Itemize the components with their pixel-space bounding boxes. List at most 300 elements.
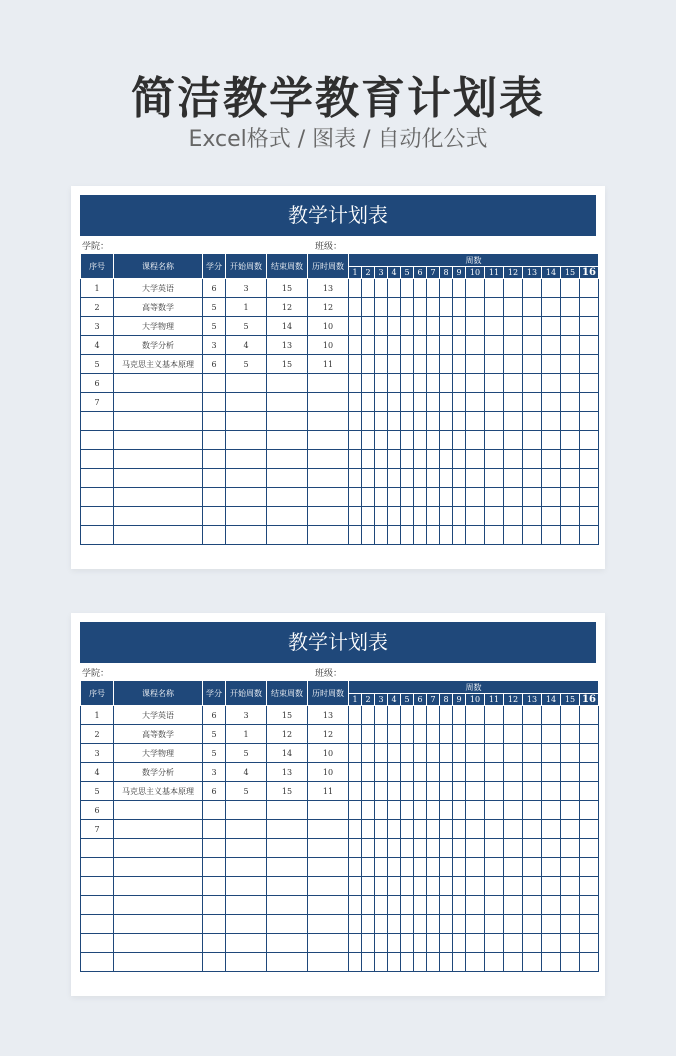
week-cell[interactable] [440, 725, 453, 744]
week-cell[interactable] [401, 820, 414, 839]
table-cell[interactable]: 5 [203, 725, 226, 744]
week-cell[interactable] [504, 279, 523, 298]
week-cell[interactable] [414, 374, 427, 393]
week-cell[interactable] [561, 858, 580, 877]
week-cell[interactable] [362, 934, 375, 953]
week-cell[interactable] [466, 317, 485, 336]
table-cell[interactable]: 1 [226, 725, 267, 744]
week-cell[interactable] [504, 431, 523, 450]
week-cell[interactable] [504, 801, 523, 820]
table-cell[interactable]: 14 [267, 317, 308, 336]
week-cell[interactable] [542, 782, 561, 801]
week-cell[interactable] [375, 725, 388, 744]
week-cell[interactable] [561, 355, 580, 374]
week-cell[interactable] [388, 450, 401, 469]
week-cell[interactable] [388, 469, 401, 488]
week-cell[interactable] [453, 763, 466, 782]
table-cell[interactable]: 1 [81, 279, 114, 298]
week-cell[interactable] [375, 839, 388, 858]
week-cell[interactable] [453, 953, 466, 972]
table-cell[interactable]: 大学物理 [114, 744, 203, 763]
week-cell[interactable] [523, 782, 542, 801]
week-cell[interactable] [362, 336, 375, 355]
week-cell[interactable] [466, 744, 485, 763]
week-cell[interactable] [349, 469, 362, 488]
week-cell[interactable] [466, 763, 485, 782]
table-cell[interactable]: 15 [267, 355, 308, 374]
week-cell[interactable] [523, 355, 542, 374]
week-cell[interactable] [349, 355, 362, 374]
week-cell[interactable] [375, 412, 388, 431]
week-cell[interactable] [427, 507, 440, 526]
week-cell[interactable] [349, 877, 362, 896]
week-cell[interactable] [427, 526, 440, 545]
week-cell[interactable] [485, 706, 504, 725]
week-cell[interactable] [466, 431, 485, 450]
week-cell[interactable] [427, 706, 440, 725]
week-cell[interactable] [362, 820, 375, 839]
week-cell[interactable] [375, 355, 388, 374]
table-cell[interactable]: 6 [81, 374, 114, 393]
table-cell[interactable]: 6 [203, 706, 226, 725]
table-cell[interactable]: 10 [308, 763, 349, 782]
week-cell[interactable] [401, 782, 414, 801]
week-cell[interactable] [580, 953, 599, 972]
week-cell[interactable] [504, 298, 523, 317]
week-cell[interactable] [388, 526, 401, 545]
table-cell[interactable] [226, 915, 267, 934]
week-cell[interactable] [349, 412, 362, 431]
week-cell[interactable] [414, 469, 427, 488]
week-cell[interactable] [580, 355, 599, 374]
week-cell[interactable] [504, 725, 523, 744]
table-cell[interactable]: 13 [267, 336, 308, 355]
week-cell[interactable] [362, 877, 375, 896]
week-cell[interactable] [523, 706, 542, 725]
week-cell[interactable] [440, 469, 453, 488]
week-cell[interactable] [362, 355, 375, 374]
week-cell[interactable] [542, 507, 561, 526]
week-cell[interactable] [580, 450, 599, 469]
week-cell[interactable] [453, 820, 466, 839]
week-cell[interactable] [375, 915, 388, 934]
week-cell[interactable] [388, 279, 401, 298]
table-cell[interactable]: 数学分析 [114, 763, 203, 782]
week-cell[interactable] [466, 896, 485, 915]
table-cell[interactable] [203, 858, 226, 877]
week-cell[interactable] [362, 839, 375, 858]
week-cell[interactable] [388, 744, 401, 763]
week-cell[interactable] [401, 317, 414, 336]
week-cell[interactable] [580, 839, 599, 858]
table-cell[interactable]: 15 [267, 706, 308, 725]
table-cell[interactable] [267, 507, 308, 526]
week-cell[interactable] [453, 412, 466, 431]
table-cell[interactable] [308, 858, 349, 877]
week-cell[interactable] [561, 744, 580, 763]
week-cell[interactable] [453, 801, 466, 820]
week-cell[interactable] [362, 801, 375, 820]
table-cell[interactable] [267, 412, 308, 431]
table-cell[interactable] [226, 934, 267, 953]
week-cell[interactable] [440, 317, 453, 336]
week-cell[interactable] [485, 953, 504, 972]
week-cell[interactable] [440, 431, 453, 450]
week-cell[interactable] [401, 412, 414, 431]
week-cell[interactable] [580, 488, 599, 507]
week-cell[interactable] [485, 393, 504, 412]
week-cell[interactable] [580, 317, 599, 336]
week-cell[interactable] [414, 507, 427, 526]
week-cell[interactable] [349, 896, 362, 915]
table-cell[interactable]: 2 [81, 725, 114, 744]
table-cell[interactable] [226, 469, 267, 488]
table-cell[interactable] [226, 896, 267, 915]
week-cell[interactable] [388, 507, 401, 526]
table-cell[interactable]: 马克思主义基本原理 [114, 355, 203, 374]
week-cell[interactable] [427, 858, 440, 877]
week-cell[interactable] [401, 896, 414, 915]
week-cell[interactable] [561, 706, 580, 725]
table-cell[interactable] [81, 953, 114, 972]
week-cell[interactable] [523, 896, 542, 915]
week-cell[interactable] [414, 412, 427, 431]
week-cell[interactable] [542, 431, 561, 450]
week-cell[interactable] [349, 820, 362, 839]
week-cell[interactable] [427, 953, 440, 972]
table-cell[interactable]: 12 [308, 298, 349, 317]
week-cell[interactable] [466, 839, 485, 858]
week-cell[interactable] [542, 336, 561, 355]
week-cell[interactable] [504, 934, 523, 953]
table-cell[interactable] [267, 896, 308, 915]
week-cell[interactable] [504, 763, 523, 782]
week-cell[interactable] [485, 725, 504, 744]
week-cell[interactable] [485, 431, 504, 450]
table-cell[interactable] [308, 526, 349, 545]
week-cell[interactable] [504, 953, 523, 972]
week-cell[interactable] [440, 953, 453, 972]
week-cell[interactable] [580, 469, 599, 488]
week-cell[interactable] [466, 469, 485, 488]
table-cell[interactable] [226, 488, 267, 507]
week-cell[interactable] [375, 896, 388, 915]
week-cell[interactable] [388, 374, 401, 393]
week-cell[interactable] [440, 374, 453, 393]
table-cell[interactable] [81, 896, 114, 915]
week-cell[interactable] [440, 934, 453, 953]
table-cell[interactable] [81, 877, 114, 896]
table-cell[interactable] [81, 526, 114, 545]
week-cell[interactable] [466, 488, 485, 507]
week-cell[interactable] [542, 298, 561, 317]
table-cell[interactable]: 3 [81, 317, 114, 336]
week-cell[interactable] [523, 412, 542, 431]
week-cell[interactable] [504, 317, 523, 336]
week-cell[interactable] [580, 412, 599, 431]
table-cell[interactable] [308, 896, 349, 915]
week-cell[interactable] [401, 469, 414, 488]
table-cell[interactable]: 10 [308, 317, 349, 336]
table-cell[interactable]: 11 [308, 355, 349, 374]
week-cell[interactable] [440, 782, 453, 801]
table-cell[interactable]: 大学英语 [114, 279, 203, 298]
week-cell[interactable] [401, 526, 414, 545]
week-cell[interactable] [388, 915, 401, 934]
week-cell[interactable] [580, 279, 599, 298]
week-cell[interactable] [362, 488, 375, 507]
week-cell[interactable] [485, 915, 504, 934]
week-cell[interactable] [504, 507, 523, 526]
week-cell[interactable] [561, 934, 580, 953]
week-cell[interactable] [349, 317, 362, 336]
table-cell[interactable] [114, 469, 203, 488]
week-cell[interactable] [401, 877, 414, 896]
week-cell[interactable] [561, 915, 580, 934]
week-cell[interactable] [414, 279, 427, 298]
week-cell[interactable] [349, 915, 362, 934]
table-cell[interactable]: 13 [308, 706, 349, 725]
week-cell[interactable] [466, 915, 485, 934]
week-cell[interactable] [561, 488, 580, 507]
week-cell[interactable] [362, 393, 375, 412]
week-cell[interactable] [375, 393, 388, 412]
week-cell[interactable] [580, 706, 599, 725]
week-cell[interactable] [580, 915, 599, 934]
week-cell[interactable] [542, 877, 561, 896]
week-cell[interactable] [485, 507, 504, 526]
table-cell[interactable] [81, 858, 114, 877]
table-cell[interactable]: 数学分析 [114, 336, 203, 355]
week-cell[interactable] [349, 725, 362, 744]
week-cell[interactable] [453, 431, 466, 450]
table-cell[interactable] [114, 526, 203, 545]
week-cell[interactable] [485, 896, 504, 915]
week-cell[interactable] [453, 317, 466, 336]
week-cell[interactable] [388, 317, 401, 336]
week-cell[interactable] [561, 317, 580, 336]
week-cell[interactable] [561, 374, 580, 393]
week-cell[interactable] [349, 953, 362, 972]
week-cell[interactable] [523, 526, 542, 545]
week-cell[interactable] [414, 317, 427, 336]
week-cell[interactable] [414, 896, 427, 915]
table-cell[interactable]: 15 [267, 782, 308, 801]
week-cell[interactable] [388, 934, 401, 953]
week-cell[interactable] [504, 355, 523, 374]
week-cell[interactable] [414, 706, 427, 725]
week-cell[interactable] [466, 782, 485, 801]
week-cell[interactable] [561, 953, 580, 972]
week-cell[interactable] [580, 507, 599, 526]
week-cell[interactable] [523, 934, 542, 953]
week-cell[interactable] [362, 782, 375, 801]
week-cell[interactable] [427, 355, 440, 374]
week-cell[interactable] [561, 782, 580, 801]
week-cell[interactable] [375, 336, 388, 355]
week-cell[interactable] [362, 953, 375, 972]
table-cell[interactable]: 高等数学 [114, 298, 203, 317]
week-cell[interactable] [440, 336, 453, 355]
week-cell[interactable] [580, 820, 599, 839]
week-cell[interactable] [375, 782, 388, 801]
week-cell[interactable] [427, 317, 440, 336]
week-cell[interactable] [362, 526, 375, 545]
week-cell[interactable] [362, 744, 375, 763]
week-cell[interactable] [440, 706, 453, 725]
week-cell[interactable] [427, 298, 440, 317]
table-cell[interactable] [267, 877, 308, 896]
table-cell[interactable]: 13 [267, 763, 308, 782]
table-cell[interactable]: 7 [81, 820, 114, 839]
week-cell[interactable] [362, 896, 375, 915]
table-cell[interactable] [267, 393, 308, 412]
week-cell[interactable] [542, 412, 561, 431]
week-cell[interactable] [504, 336, 523, 355]
week-cell[interactable] [504, 374, 523, 393]
table-cell[interactable] [114, 431, 203, 450]
week-cell[interactable] [349, 488, 362, 507]
week-cell[interactable] [388, 412, 401, 431]
table-cell[interactable]: 13 [308, 279, 349, 298]
week-cell[interactable] [523, 858, 542, 877]
week-cell[interactable] [414, 858, 427, 877]
table-cell[interactable] [203, 953, 226, 972]
table-cell[interactable]: 2 [81, 298, 114, 317]
week-cell[interactable] [523, 915, 542, 934]
table-cell[interactable] [226, 450, 267, 469]
week-cell[interactable] [427, 374, 440, 393]
week-cell[interactable] [414, 915, 427, 934]
table-cell[interactable]: 12 [267, 298, 308, 317]
table-cell[interactable]: 4 [226, 336, 267, 355]
week-cell[interactable] [388, 858, 401, 877]
week-cell[interactable] [485, 820, 504, 839]
week-cell[interactable] [453, 782, 466, 801]
week-cell[interactable] [542, 393, 561, 412]
week-cell[interactable] [388, 763, 401, 782]
week-cell[interactable] [440, 355, 453, 374]
week-cell[interactable] [561, 336, 580, 355]
week-cell[interactable] [414, 934, 427, 953]
week-cell[interactable] [375, 763, 388, 782]
week-cell[interactable] [349, 507, 362, 526]
week-cell[interactable] [466, 934, 485, 953]
week-cell[interactable] [485, 469, 504, 488]
week-cell[interactable] [485, 488, 504, 507]
week-cell[interactable] [414, 744, 427, 763]
week-cell[interactable] [453, 374, 466, 393]
week-cell[interactable] [388, 877, 401, 896]
table-cell[interactable]: 3 [81, 744, 114, 763]
table-cell[interactable] [267, 526, 308, 545]
week-cell[interactable] [453, 355, 466, 374]
table-cell[interactable] [308, 915, 349, 934]
table-cell[interactable] [203, 839, 226, 858]
week-cell[interactable] [349, 934, 362, 953]
table-cell[interactable] [203, 896, 226, 915]
table-cell[interactable] [267, 374, 308, 393]
week-cell[interactable] [485, 317, 504, 336]
week-cell[interactable] [580, 782, 599, 801]
table-cell[interactable] [267, 953, 308, 972]
week-cell[interactable] [388, 298, 401, 317]
week-cell[interactable] [401, 450, 414, 469]
week-cell[interactable] [414, 820, 427, 839]
week-cell[interactable] [523, 763, 542, 782]
table-cell[interactable] [226, 953, 267, 972]
week-cell[interactable] [349, 526, 362, 545]
week-cell[interactable] [485, 298, 504, 317]
week-cell[interactable] [401, 374, 414, 393]
table-cell[interactable] [114, 858, 203, 877]
week-cell[interactable] [362, 431, 375, 450]
week-cell[interactable] [349, 374, 362, 393]
week-cell[interactable] [466, 725, 485, 744]
week-cell[interactable] [440, 801, 453, 820]
week-cell[interactable] [414, 431, 427, 450]
week-cell[interactable] [375, 431, 388, 450]
table-cell[interactable] [81, 469, 114, 488]
week-cell[interactable] [362, 279, 375, 298]
table-cell[interactable] [226, 820, 267, 839]
week-cell[interactable] [523, 374, 542, 393]
week-cell[interactable] [427, 801, 440, 820]
table-cell[interactable] [203, 450, 226, 469]
week-cell[interactable] [401, 488, 414, 507]
week-cell[interactable] [388, 820, 401, 839]
table-cell[interactable] [81, 412, 114, 431]
week-cell[interactable] [523, 279, 542, 298]
week-cell[interactable] [427, 896, 440, 915]
week-cell[interactable] [466, 706, 485, 725]
table-cell[interactable] [308, 469, 349, 488]
week-cell[interactable] [349, 782, 362, 801]
week-cell[interactable] [523, 744, 542, 763]
week-cell[interactable] [561, 507, 580, 526]
week-cell[interactable] [362, 507, 375, 526]
week-cell[interactable] [504, 469, 523, 488]
week-cell[interactable] [523, 725, 542, 744]
week-cell[interactable] [580, 763, 599, 782]
week-cell[interactable] [414, 488, 427, 507]
week-cell[interactable] [453, 839, 466, 858]
week-cell[interactable] [401, 279, 414, 298]
week-cell[interactable] [349, 706, 362, 725]
table-cell[interactable]: 5 [226, 317, 267, 336]
week-cell[interactable] [523, 839, 542, 858]
week-cell[interactable] [401, 801, 414, 820]
table-cell[interactable] [226, 526, 267, 545]
week-cell[interactable] [401, 953, 414, 972]
table-cell[interactable] [308, 820, 349, 839]
week-cell[interactable] [466, 393, 485, 412]
table-cell[interactable]: 14 [267, 744, 308, 763]
table-cell[interactable]: 4 [226, 763, 267, 782]
table-cell[interactable] [308, 393, 349, 412]
week-cell[interactable] [375, 801, 388, 820]
week-cell[interactable] [580, 896, 599, 915]
week-cell[interactable] [414, 336, 427, 355]
week-cell[interactable] [349, 431, 362, 450]
week-cell[interactable] [375, 469, 388, 488]
week-cell[interactable] [349, 858, 362, 877]
week-cell[interactable] [427, 782, 440, 801]
table-cell[interactable]: 3 [226, 279, 267, 298]
week-cell[interactable] [485, 782, 504, 801]
week-cell[interactable] [388, 431, 401, 450]
week-cell[interactable] [542, 896, 561, 915]
